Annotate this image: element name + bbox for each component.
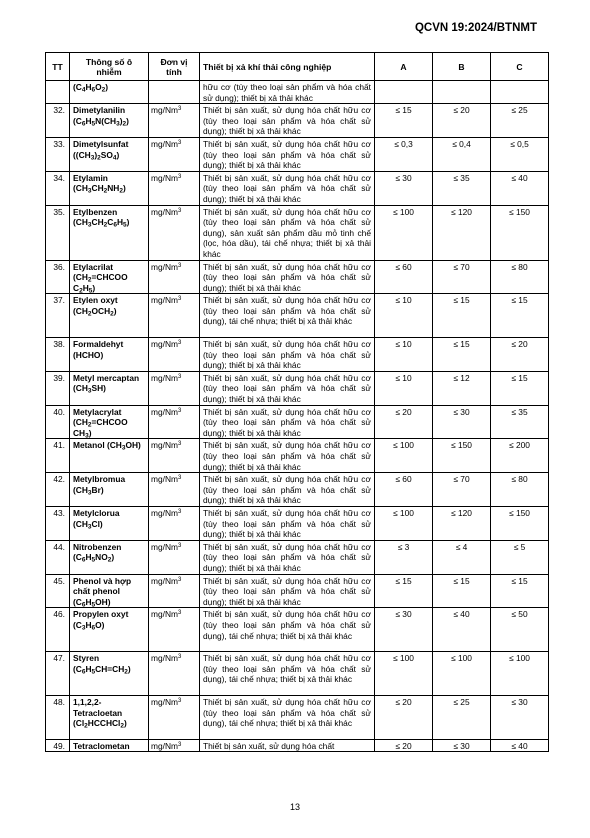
- cell-parameter: $(C_4H_6O_2)$: [70, 81, 149, 104]
- emission-limits-table: [45, 52, 549, 752]
- table-row: [46, 294, 549, 338]
- cell-b: ≤ 40: [433, 608, 491, 652]
- cell-a: ≤ 30: [375, 171, 433, 205]
- cell-equipment: Thiết bị sản xuất, sử dụng hóa chất hữu cơ (tùy theo loại sản phẩm và hóa chất sử dụng); thiết bị xả thải khác: [200, 439, 375, 473]
- table-row: [46, 338, 549, 372]
- cell-b: ≤ 120: [433, 205, 491, 260]
- cell-tt: 37.: [46, 294, 70, 338]
- cell-parameter: Metylclorua $(CH_3Cl)$: [70, 506, 149, 540]
- cell-equipment: Thiết bị sản xuất, sử dụng hóa chất hữu cơ (tùy theo loại sản phẩm và hóa chất sử dụng); thiết bị xả thải khác: [200, 574, 375, 608]
- cell-parameter: Nitrobenzen $(C_6H_5NO_2)$: [70, 540, 149, 574]
- cell-tt: 48.: [46, 695, 70, 739]
- cell-c: ≤ 35: [491, 405, 549, 439]
- cell-c: ≤ 15: [491, 574, 549, 608]
- cell-tt: 47.: [46, 652, 70, 696]
- cell-tt: 34.: [46, 171, 70, 205]
- cell-c: ≤ 80: [491, 473, 549, 507]
- cell-a: ≤ 10: [375, 294, 433, 338]
- cell-b: ≤ 4: [433, 540, 491, 574]
- table-row: [46, 608, 549, 652]
- table-row: [46, 405, 549, 439]
- cell-b: ≤ 150: [433, 439, 491, 473]
- cell-unit: mg/Nm$^3$: [149, 205, 200, 260]
- cell-equipment: Thiết bị sản xuất, sử dụng hóa chất hữu cơ (tùy theo loại sản phẩm và hóa chất sử dụng); thiết bị xả thải khác: [200, 137, 375, 171]
- cell-parameter: Styren $(C_6H_5CH=CH_2)$: [70, 652, 149, 696]
- cell-c: ≤ 50: [491, 608, 549, 652]
- cell-b: ≤ 100: [433, 652, 491, 696]
- cell-c: ≤ 30: [491, 695, 549, 739]
- cell-unit: mg/Nm$^3$: [149, 695, 200, 739]
- table-row: [46, 574, 549, 608]
- document-code: QCVN 19:2024/BTNMT: [414, 22, 537, 34]
- cell-c: ≤ 25: [491, 104, 549, 138]
- cell-parameter: Phenol và hợp chất phenol $(C_6H_5OH)$: [70, 574, 149, 608]
- cell-b: ≤ 15: [433, 338, 491, 372]
- table-row: [46, 104, 549, 138]
- cell-b: ≤ 70: [433, 473, 491, 507]
- cell-parameter: Etylamin $(CH_3CH_2NH_2)$: [70, 171, 149, 205]
- cell-equipment: Thiết bị sản xuất, sử dụng hóa chất hữu cơ (tùy theo loại sản phẩm và hóa chất sử dụng), tái chế nhựa; thiết bị xả thải khác: [200, 294, 375, 338]
- table-header-row: [46, 53, 549, 81]
- cell-equipment: Thiết bị sản xuất, sử dụng hóa chất hữu cơ (tùy theo loại sản phẩm và hóa chất sử dụng); thiết bị xả thải khác: [200, 473, 375, 507]
- header-unit: Đơn vị tính: [149, 53, 200, 81]
- table-row: [46, 695, 549, 739]
- cell-tt: 36.: [46, 260, 70, 294]
- cell-a: ≤ 10: [375, 371, 433, 405]
- header-b: B: [433, 53, 491, 81]
- cell-equipment: Thiết bị sản xuất, sử dụng hóa chất hữu cơ (tùy theo loại sản phẩm và hóa chất sử dụng); thiết bị xả thải khác: [200, 405, 375, 439]
- cell-equipment: Thiết bị sản xuất, sử dụng hóa chất hữu cơ (tùy theo loại sản phẩm và hóa chất sử dụng); thiết bị xả thải khác: [200, 540, 375, 574]
- cell-c: ≤ 40: [491, 739, 549, 752]
- cell-a: ≤ 100: [375, 506, 433, 540]
- cell-equipment: hữu cơ (tùy theo loại sản phẩm và hóa chất sử dụng); thiết bị xả thải khác: [200, 81, 375, 104]
- cell-b: ≤ 25: [433, 695, 491, 739]
- cell-a: ≤ 60: [375, 473, 433, 507]
- cell-a: [375, 81, 433, 104]
- cell-c: ≤ 0,5: [491, 137, 549, 171]
- cell-b: ≤ 15: [433, 574, 491, 608]
- cell-c: ≤ 150: [491, 506, 549, 540]
- cell-parameter: Tetraclometan: [70, 739, 149, 752]
- cell-b: ≤ 15: [433, 294, 491, 338]
- cell-a: ≤ 10: [375, 338, 433, 372]
- cell-tt: 49.: [46, 739, 70, 752]
- cell-b: ≤ 30: [433, 739, 491, 752]
- cell-unit: mg/Nm$^3$: [149, 608, 200, 652]
- cell-equipment: Thiết bị sản xuất, sử dụng hóa chất hữu cơ (tùy theo loại sản phẩm và hóa chất sử dụng); thiết bị xả thải khác: [200, 104, 375, 138]
- cell-a: ≤ 100: [375, 652, 433, 696]
- cell-b: ≤ 30: [433, 405, 491, 439]
- cell-a: ≤ 30: [375, 608, 433, 652]
- cell-a: ≤ 0,3: [375, 137, 433, 171]
- cell-c: ≤ 5: [491, 540, 549, 574]
- header-c: C: [491, 53, 549, 81]
- cell-unit: mg/Nm$^3$: [149, 338, 200, 372]
- table-row: [46, 137, 549, 171]
- cell-a: ≤ 20: [375, 695, 433, 739]
- cell-a: ≤ 100: [375, 205, 433, 260]
- cell-unit: mg/Nm$^3$: [149, 405, 200, 439]
- cell-c: ≤ 100: [491, 652, 549, 696]
- cell-c: ≤ 150: [491, 205, 549, 260]
- cell-equipment: Thiết bị sản xuất, sử dụng hóa chất hữu cơ (tùy theo loại sản phẩm và hóa chất sử dụng), sản xuất sản phẩm dầu mỏ tinh chế (lọc, hóa dầu), tái chế nhựa; thiết bị xả thải khác: [200, 205, 375, 260]
- cell-tt: 41.: [46, 439, 70, 473]
- cell-c: ≤ 20: [491, 338, 549, 372]
- header-tt: TT: [46, 53, 70, 81]
- header-a: A: [375, 53, 433, 81]
- cell-unit: mg/Nm$^3$: [149, 171, 200, 205]
- cell-a: ≤ 100: [375, 439, 433, 473]
- table-row-continuation: [46, 81, 549, 104]
- cell-equipment: Thiết bị sản xuất, sử dụng hóa chất hữu cơ (tùy theo loại sản phẩm và hóa chất sử dụng); thiết bị xả thải khác: [200, 171, 375, 205]
- cell-b: ≤ 120: [433, 506, 491, 540]
- cell-tt: 38.: [46, 338, 70, 372]
- cell-b: ≤ 35: [433, 171, 491, 205]
- cell-a: ≤ 3: [375, 540, 433, 574]
- table-row: [46, 439, 549, 473]
- table-row: [46, 371, 549, 405]
- cell-parameter: Metylacrylat ($CH_2=CHCOO$ $CH_3$): [70, 405, 149, 439]
- cell-tt: 40.: [46, 405, 70, 439]
- cell-tt: 46.: [46, 608, 70, 652]
- cell-c: ≤ 200: [491, 439, 549, 473]
- cell-equipment: Thiết bị sản xuất, sử dụng hóa chất hữu cơ (tùy theo loại sản phẩm và hóa chất sử dụng), tái chế nhựa; thiết bị xả thải khác: [200, 695, 375, 739]
- cell-tt: 44.: [46, 540, 70, 574]
- table-row: [46, 205, 549, 260]
- cell-unit: mg/Nm$^3$: [149, 371, 200, 405]
- cell-c: [491, 81, 549, 104]
- cell-parameter: Etylacrilat ($CH_2=CHCOO$ $C_2H_5$): [70, 260, 149, 294]
- table-row: [46, 260, 549, 294]
- cell-equipment: Thiết bị sản xuất, sử dụng hóa chất hữu cơ (tùy theo loại sản phẩm và hóa chất sử dụng); thiết bị xả thải khác: [200, 506, 375, 540]
- cell-equipment: Thiết bị sản xuất, sử dụng hóa chất hữu cơ (tùy theo loại sản phẩm và hóa chất sử dụng), tái chế nhựa; thiết bị xả thải khác: [200, 652, 375, 696]
- cell-parameter: Metylbromua $(CH_3Br)$: [70, 473, 149, 507]
- cell-unit: mg/Nm$^3$: [149, 739, 200, 752]
- table-row: [46, 171, 549, 205]
- cell-unit: mg/Nm$^3$: [149, 574, 200, 608]
- cell-c: ≤ 15: [491, 371, 549, 405]
- cell-equipment: Thiết bị sản xuất, sử dụng hóa chất hữu cơ (tùy theo loại sản phẩm và hóa chất sử dụng); thiết bị xả thải khác: [200, 371, 375, 405]
- cell-c: ≤ 15: [491, 294, 549, 338]
- cell-parameter: Dimetylanilin $(C_6H_5N(CH_3)_2)$: [70, 104, 149, 138]
- cell-tt: 35.: [46, 205, 70, 260]
- cell-parameter: 1,1,2,2-Tetracloetan $(Cl_2HCCHCl_2)$: [70, 695, 149, 739]
- page-number: 13: [289, 802, 300, 812]
- cell-a: ≤ 60: [375, 260, 433, 294]
- cell-parameter: Metyl mercaptan $(CH_3SH)$: [70, 371, 149, 405]
- cell-unit: [149, 81, 200, 104]
- cell-b: ≤ 12: [433, 371, 491, 405]
- cell-tt: 43.: [46, 506, 70, 540]
- cell-b: ≤ 0,4: [433, 137, 491, 171]
- cell-unit: mg/Nm$^3$: [149, 104, 200, 138]
- cell-c: ≤ 80: [491, 260, 549, 294]
- cell-unit: mg/Nm$^3$: [149, 652, 200, 696]
- cell-tt: 39.: [46, 371, 70, 405]
- cell-unit: mg/Nm$^3$: [149, 540, 200, 574]
- cell-a: ≤ 20: [375, 405, 433, 439]
- cell-parameter: Metanol $(CH_3OH)$: [70, 439, 149, 473]
- cell-b: [433, 81, 491, 104]
- cell-tt: 42.: [46, 473, 70, 507]
- cell-a: ≤ 15: [375, 104, 433, 138]
- cell-tt: [46, 81, 70, 104]
- cell-tt: 45.: [46, 574, 70, 608]
- cell-unit: mg/Nm$^3$: [149, 473, 200, 507]
- table-row: [46, 540, 549, 574]
- table-row: [46, 739, 549, 752]
- cell-parameter: Dimetylsunfat $((CH_3)_2SO_4)$: [70, 137, 149, 171]
- cell-unit: mg/Nm$^3$: [149, 260, 200, 294]
- table-row: [46, 473, 549, 507]
- cell-unit: mg/Nm$^3$: [149, 294, 200, 338]
- table-row: [46, 506, 549, 540]
- header-equipment: Thiết bị xả khí thải công nghiệp: [200, 53, 375, 81]
- cell-parameter: Formaldehyt (HCHO): [70, 338, 149, 372]
- cell-equipment: Thiết bị sản xuất, sử dụng hóa chất hữu cơ (tùy theo loại sản phẩm và hóa chất sử dụng); thiết bị xả thải khác: [200, 338, 375, 372]
- cell-a: ≤ 20: [375, 739, 433, 752]
- cell-a: ≤ 15: [375, 574, 433, 608]
- cell-parameter: Etylen oxyt $(CH_2OCH_2)$: [70, 294, 149, 338]
- cell-b: ≤ 70: [433, 260, 491, 294]
- cell-equipment: Thiết bị sản xuất, sử dụng hóa chất: [200, 739, 375, 752]
- table-row: [46, 652, 549, 696]
- cell-b: ≤ 20: [433, 104, 491, 138]
- cell-equipment: Thiết bị sản xuất, sử dụng hóa chất hữu cơ (tùy theo loại sản phẩm và hóa chất sử dụng), tái chế nhựa; thiết bị xả thải khác: [200, 608, 375, 652]
- cell-equipment: Thiết bị sản xuất, sử dụng hóa chất hữu cơ (tùy theo loại sản phẩm và hóa chất sử dụng); thiết bị xả thải khác: [200, 260, 375, 294]
- cell-unit: mg/Nm$^3$: [149, 137, 200, 171]
- cell-c: ≤ 40: [491, 171, 549, 205]
- cell-unit: mg/Nm$^3$: [149, 506, 200, 540]
- cell-unit: mg/Nm$^3$: [149, 439, 200, 473]
- cell-parameter: Propylen oxyt $(C_3H_6O)$: [70, 608, 149, 652]
- cell-tt: 32.: [46, 104, 70, 138]
- header-parameter: Thông số ô nhiễm: [70, 53, 149, 81]
- cell-parameter: Etylbenzen $(CH_3CH_2C_6H_5)$: [70, 205, 149, 260]
- cell-tt: 33.: [46, 137, 70, 171]
